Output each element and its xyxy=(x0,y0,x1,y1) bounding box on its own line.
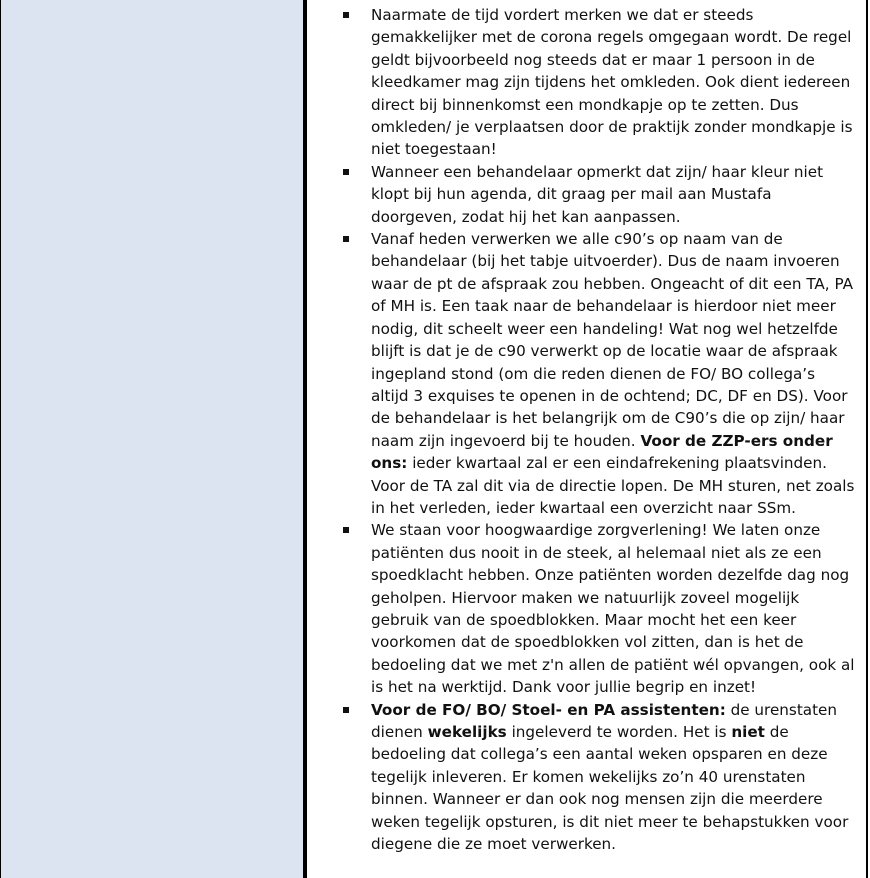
content-column xyxy=(307,0,865,878)
list-item-text: Wanneer een behandelaar opmerkt dat zijn/ haar kleur niet klopt bij hun agenda, dit graag per mail aan Mustafa doorgeven, zodat hij het kan aanpassen. xyxy=(371,162,824,226)
list-item xyxy=(307,699,865,856)
left-shaded-column xyxy=(0,0,304,878)
list-item xyxy=(307,519,865,698)
list-item xyxy=(307,4,865,161)
list-item-bold-text: niet xyxy=(731,723,765,741)
list-item xyxy=(307,161,865,228)
square-bullet-icon xyxy=(343,169,349,175)
square-bullet-icon xyxy=(343,707,349,713)
list-item-text: ingeleverd te worden. Het is xyxy=(511,723,727,741)
list-item-text: de bedoeling dat collega’s een aantal weken opsparen en deze tegelijk inleveren. Er komen wekelijks zo’n 40 urenstaten binnen. Wanneer er dan ook nog mensen zijn die meerdere weken tegelijk opsturen, is dit niet meer te behapstukken voor diegene die ze moet verwerken. xyxy=(371,723,849,854)
bullet-list xyxy=(307,0,865,855)
list-item-bold-text: Voor de FO/ BO/ Stoel- en PA assistenten: xyxy=(371,700,726,719)
list-item-text: Naarmate de tijd vordert merken we dat er steeds gemakkelijker met de corona regels omgegaan wordt. De regel geldt bijvoorbeeld nog steeds dat er maar 1 persoon in de kleedkamer mag zijn tijdens het omkleden. Ook dient iedereen direct bij binnenkomst een mondkapje op te zetten. Dus omkleden/ je verplaatsen door de praktijk zonder mondkapje is niet toegestaan! xyxy=(371,6,853,159)
list-item-bold-text: Voor de ZZP-ers onder ons: xyxy=(371,431,833,473)
list-item-text: Vanaf heden verwerken we alle c90’s op naam van de behandelaar (bij het tabje uitvoerder). Dus de naam invoeren waar de pt de afspraak zou hebben. Ongeacht of dit een TA, PA of MH is. Een taak naar de behandelaar is hierdoor niet meer nodig, dit scheelt weer een handeling! Wat nog wel hetzelfde blijft is dat je de c90 verwerkt op de locatie waar de afspraak ingepland stond (om die reden dienen de FO/ BO collega’s altijd 3 exquises te openen in de ochtend; DC, DF en DS). Voor de behandelaar is het belangrijk om de C90’s die op zijn/ haar naam zijn ingevoerd bij te houden. xyxy=(371,230,854,450)
list-item xyxy=(307,228,865,519)
list-item-text: ieder kwartaal zal er een eindafrekening plaatsvinden. Voor de TA zal dit via de directie lopen. De MH sturen, net zoals in het verleden, ieder kwartaal een overzicht naar SSm. xyxy=(371,454,855,517)
square-bullet-icon xyxy=(343,12,349,18)
list-item-text: de urenstaten dienen xyxy=(371,700,838,741)
square-bullet-icon xyxy=(343,527,349,533)
list-item-text: We staan voor hoogwaardige zorgverlening! We laten onze patiënten dus nooit in de steek, al helemaal niet als ze een spoedklacht hebben. Onze patiënten worden dezelfde dag nog geholpen. Hiervoor maken we natuurlijk zoveel mogelijk gebruik van de spoedblokken. Maar mocht het een keer voorkomen dat de spoedblokken vol zitten, dan is het de bedoeling dat we met z'n allen de patiënt wél opvangen, ook al is het na werktijd. Dank voor jullie begrip en inzet! xyxy=(371,521,855,697)
square-bullet-icon xyxy=(343,236,349,242)
list-item-bold-text: wekelijks xyxy=(427,723,507,741)
right-border xyxy=(866,0,868,878)
